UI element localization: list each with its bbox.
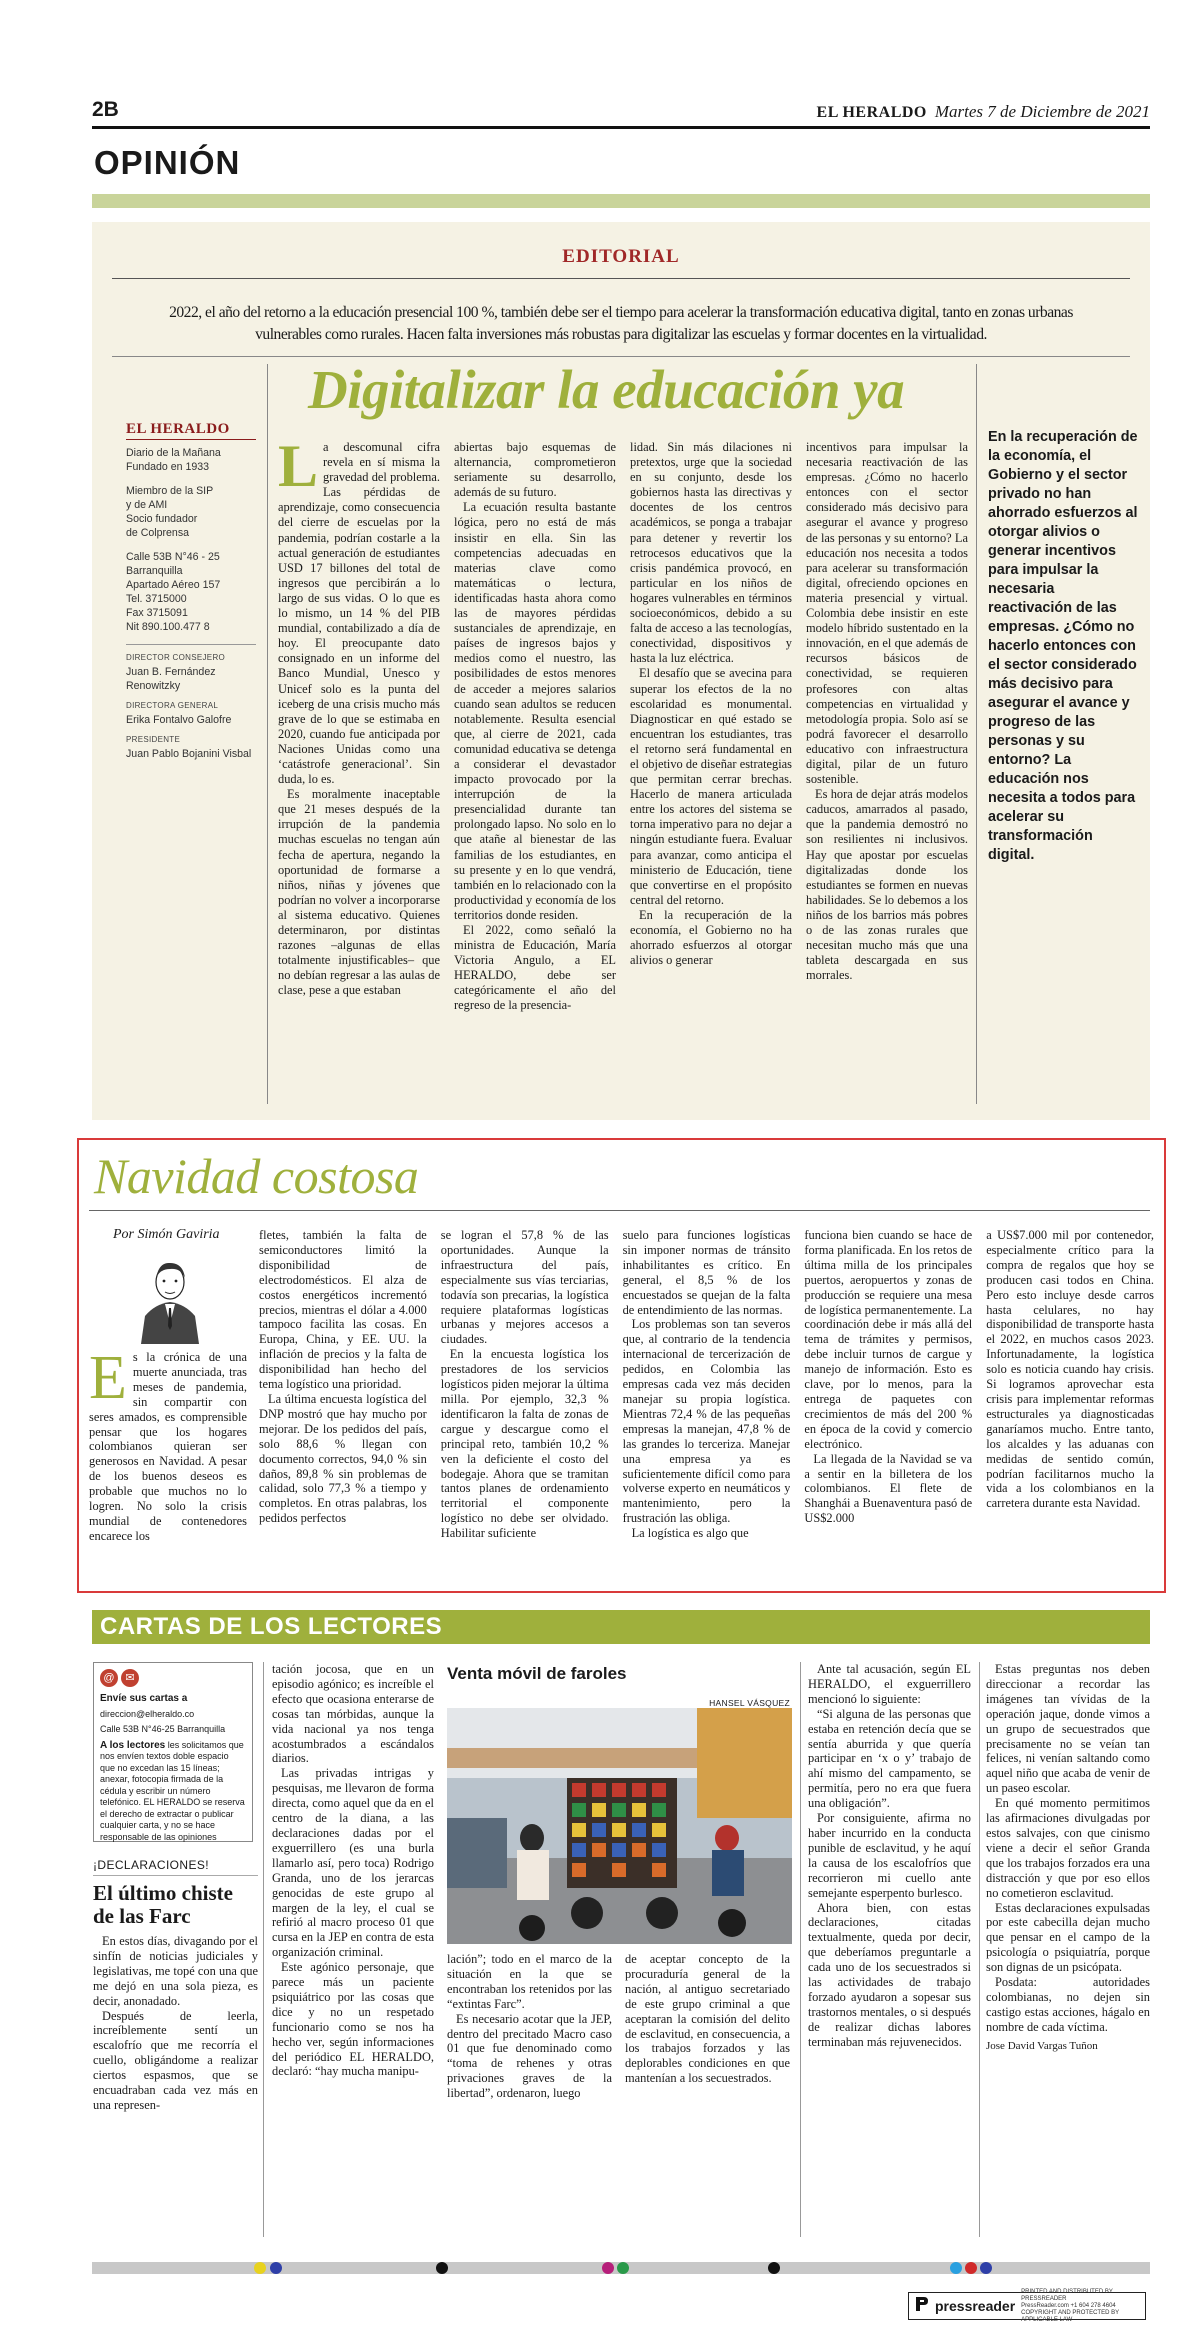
paragraph: La llegada de la Navidad se va a sentir en la billetera de los colombianos. El flete de Shanghái a Buenaventura pasó de US$2.000 — [804, 1451, 973, 1526]
editorial-block — [92, 222, 1150, 1120]
paragraph: Estas preguntas nos deben direccionar a recordar las imágenes tan vívidas de la operación jaque, donde vimos a un grupo de secuestrados que precisamente no se veían tan felices, ni venían saltando como aquel niño que acaba de venir de un paseo escolar. — [986, 1662, 1150, 1796]
divider — [89, 1210, 1150, 1211]
submission-rules: les solicitamos que nos envíen textos doble espacio que no excedan las 15 líneas; anexar, fotocopia firmada de la cédula y escribir un número telefónico. EL HERALDO se reserva el derecho de extractar o publicar cualquier carta, y no se hace responsable de las opiniones — [100, 1739, 245, 1842]
sidebar-text: y de AMI — [126, 499, 168, 511]
editorial-deck: 2022, el año del retorno a la educación presencial 100 %, también debe ser el tiempo para acelerar la transformación educativa digital, tanto en zonas urbanas vulnerables como rurales. Hacen falta inversiones más robustas para digitalizar las escuelas y formar docentes en la virtualidad. — [169, 304, 1073, 343]
column-divider — [976, 364, 977, 1104]
column-divider — [263, 1662, 264, 2237]
at-icon: @ — [100, 1669, 118, 1687]
paragraph: Posdata: autoridades colombianas, no dejen sin castigo estas acciones, hágalo en nombre de cada víctima. — [986, 1975, 1150, 2034]
address-line: Barranquilla — [126, 565, 183, 577]
staff-name: Juan Pablo Bojanini Visbal — [126, 748, 252, 760]
section-title: OPINIÓN — [94, 144, 241, 181]
text-column — [447, 1952, 612, 2242]
registration-mark-icon — [965, 2262, 977, 2274]
paragraph: “Si alguna de las personas que estaba en retención decía que se sentía aburrida y que quería participar en ‘x o y’ trabajo de ahí mismo del campamento, se permitía, pero no era que fuera una obligación”. — [808, 1706, 971, 1811]
staff-role: PRESIDENTE — [126, 735, 181, 744]
sidebar-text: Miembro de la SIP — [126, 485, 214, 497]
paragraph: tación jocosa, que en un episodio agónico; es increíble el efecto que ocasiona enterarse de cosas tan mórbidas, aunque la vida nacional ya nos tenga acostumbrados a escándalos diarios. — [272, 1662, 434, 1766]
divider — [126, 644, 256, 645]
paragraph: a US$7.000 mil por contenedor, especialmente crítico para la compra de regalos que hoy se producen casi todos en China. Pero esto incluye desde carros hasta celulares, no hay disponibilidad de transporte hasta el 2022, en muchos casos 2023. Infortunadamente, la logística solo es noticia cuando hay crisis. Si logramos aprovechar esta crisis para implementar reformas estructurales ya diagnosticadas ganaríamos mucho. Entre tanto, los alcaldes y las aduanas con medidas de sentido común, podrían facilitarnos mucho la vida a los colombianos en la carretera durante esta Navidad. — [986, 1228, 1154, 1511]
page-number: 2B — [92, 98, 119, 121]
letter-headline: El último chiste de las Farc — [93, 1881, 233, 1928]
sidebar-text: Fundado en 1933 — [126, 461, 210, 473]
text-column — [625, 1952, 790, 2242]
registration-mark-icon — [270, 2262, 282, 2274]
page-header — [92, 96, 1150, 122]
text-column — [259, 1228, 427, 1580]
paragraph: suelo para funciones logísticas sin imponer normas de tránsito inhabilitantes es crítico. En general, el 8,5 % de los encuestados se quejan de la falta de entendimiento de las normas. — [622, 1228, 791, 1317]
paragraph: Por consiguiente, afirma no haber incurrido en la conducta punible de esclavitud, y he aquí la causa de los escalofríos que recorrieron mi cuello ante semejante esperpento burlesco. — [808, 1811, 971, 1900]
text-column — [89, 1344, 247, 1544]
paragraph: En la encuesta logística los prestadores de los servicios logísticos piden mejorar la última milla. Por ejemplo, 32,3 % identificaron la falta de zonas de cargue y descargue como el principal reto, también 10,2 % ven la deficiente el costo del bodegaje. Ahora que se tramitan tantos planes de ordenamiento territorial el componente logístico no debe ser olvidado. Habilitar suficiente — [440, 1347, 609, 1541]
nit-line: Nit 890.100.477 8 — [126, 621, 210, 633]
paragraph: a descomunal cifra revela en sí misma la gravedad del problema. Las pérdidas de aprendizaje, como consecuencia del cierre de escuelas por la pandemia, podrían costarle a la actual generación de estudiantes USD 17 billones del total de ingresos que percibirán a lo largo de sus vidas. O lo que es lo mismo, un 14 % del PIB mundial, contabilizado a día de hoy. El preocupante dato consignado en un informe del Banco Mundial, Unesco y Unicef solo es la punta del iceberg de una crisis mucho más grave de lo que se estimaba en 2020, cuando fue anticipada por Naciones Unidas como una ‘catástrofe generacional’. Sin duda, lo es. — [278, 440, 440, 787]
fineprint-line: COPYRIGHT AND PROTECTED BY APPLICABLE LAW — [1021, 2309, 1119, 2323]
staff-role: DIRECTOR CONSEJERO — [126, 653, 226, 662]
text-column — [623, 1228, 791, 1580]
paragraph: La ecuación resulta bastante lógica, pero no está de más insistir en ella. Sin las competencias adecuadas en materias clave como matemáticas o lectura, identificadas hasta ahora como las de mayores pérdidas sustanciales de aprendizaje, en países de ingresos bajos y medios como el nuestro, las posibilidades de estos menores de acceder a mejores salarios cuando sean adultos se reducen notablemente. Resulta esencial que, al cierre de 2021, cada comunidad educativa se detenga a considerar el devastador impacto provocado por la interrupción de la presencialidad durante tan prolongado lapso. No solo en lo que atañe al bienestar de las familias de los estudiantes, en su presente y en lo que vendrá, también en lo relacionado con la productividad y economía de los territorios donde residen. — [454, 500, 616, 922]
text-column — [272, 1662, 434, 2242]
text-column — [806, 440, 968, 1100]
paragraph: abiertas bajo esquemas de alternancia, comprometieron seriamente su desarrollo, además de su futuro. — [454, 440, 616, 500]
paragraph: Después de leerla, increíblemente sentí un escalofrío que me recorría el cuello, obligándome a realizar ciertos espasmos, que se encuadraban cada vez más en una represen- — [93, 2008, 258, 2112]
staff-name: Juan B. Fernández Renowitzky — [126, 666, 216, 692]
paragraph: funciona bien cuando se hace de forma planificada. En los retos de última milla de los principales puertos, aeropuertos y zonas de producción se requiere una mesa de logística permanentemente. La coordinación debe ir más allá del tema de trámites y permisos, debe incluir turnos de cargue y manejo de información. Esto es clave, por lo menos, para la entrega de paquetes con crecimientos de más del 200 % en época de la covid y comercio electrónico. — [804, 1228, 973, 1451]
submission-address: Calle 53B N°46-25 Barranquilla — [100, 1724, 226, 1734]
paragraph: En estos días, divagando por el sinfín de noticias judiciales y legislativas, me topé con una que me dejó en una sola pieza, es decir, anonadado. — [93, 1934, 258, 2008]
text-column — [986, 1662, 1150, 2242]
paragraph: Ante tal acusación, según EL HERALDO, el exguerrillero mencionó lo siguiente: — [808, 1662, 971, 1706]
registration-mark-icon — [768, 2262, 780, 2274]
paragraph: incentivos para impulsar la necesaria reactivación de las empresas. ¿Cómo no hacerlo entonces con el sector considerado más decisivo para asegurar el avance y progreso de las personas y su entorno? La educación nos necesita a todos para acelerar su transformación digital, ofreciendo opciones en materia presencial y virtual. Colombia debe insistir en este modelo híbrido sustentado en la innovación, en el que además de recursos básicos de conectividad, se requieren profesores con altas competencias en virtualidad y metodología propia. Solo así se podrá favorecer el desarrollo educativo con infraestructura digital, pilar de un futuro sostenible. — [806, 440, 968, 787]
paragraph: Ahora bien, con estas declaraciones, citadas textualmente, queda por decir, que deberíamos preguntarle a cada uno de los secuestrados si las actividades de trabajo forzado ayudaron a sopesar sus trastornos mentales, o si después de realizar dichas labores terminaban más rejuvenecidos. — [808, 1900, 971, 2049]
registration-mark-icon — [254, 2262, 266, 2274]
pressreader-wordmark: pressreader — [935, 2298, 1016, 2314]
staff-name: Erika Fontalvo Galofre — [126, 714, 232, 726]
text-column — [804, 1228, 972, 1580]
opinion-column-highlight — [77, 1138, 1166, 1593]
byline: Por Simón Gaviria — [113, 1227, 220, 1242]
drop-cap: L — [278, 440, 319, 499]
paragraph: El 2022, como señaló la ministra de Educación, María Victoria Angulo, a EL HERALDO, debe ser categóricamente el año del regreso de la presencia- — [454, 923, 616, 1013]
column-headline: Navidad costosa — [94, 1148, 419, 1204]
letter-declaraciones — [93, 1858, 258, 2113]
mail-icon: ✉ — [121, 1669, 139, 1687]
registration-mark-icon — [950, 2262, 962, 2274]
paper-name: EL HERALDO — [816, 104, 927, 121]
sidebar-text: Socio fundador — [126, 513, 198, 525]
paragraph: Los problemas son tan severos que, al contrario de la tendencia internacional de tercerización de pedidos, en Colombia las empresas cada vez más deciden manejar su propia logística. Mientras 72,4 % de las pequeñas empresas la manejan, 47,8 % de las grandes lo terceriza. Manejar una empresa ya es suficientemente difícil como para volverse experto en neumáticos y mantenimiento, pero la frustración las obliga. — [622, 1317, 791, 1526]
paragraph: lidad. Sin más dilaciones ni pretextos, urge que la sociedad en su conjunto, desde los gobiernos hasta las directivas y docentes de los centros académicos, se ponga a trabajar para detener y revertir los retrocesos educativos que la crisis pandémica provocó, en particular en los niños de hogares vulnerables en términos socioeconómicos, debido a su falta de acceso a las tecnologías, conectividad, dispositivos y hasta la luz eléctrica. — [630, 440, 792, 666]
registration-mark-icon — [617, 2262, 629, 2274]
sidebar-text: de Colprensa — [126, 527, 190, 539]
paragraph: Este agónico personaje, que parece más un paciente psiquiátrico por las cosas que dice y no un respetado funcionario como se nos ha hecho ver, según informaciones del periódico EL HERALDO, declaró: “hay mucha manipu- — [272, 1960, 434, 2079]
address-line: Calle 53B N°46 - 25 — [126, 551, 220, 563]
text-column — [986, 1228, 1154, 1580]
paragraph: Estas declaraciones expulsadas por este cabecilla dejan mucho que pensar en el campo de la psicología o psiquiatría, porque son dignas de un psicópata. — [986, 1900, 1150, 1975]
column-divider — [267, 364, 268, 1104]
pull-quote: En la recuperación de la economía, el Gobierno y el sector privado no han ahorrado esfuerzos al otorgar alivios o generar incentivos para impulsar la necesaria reactivación de las empresas. ¿Cómo no hacerlo entonces con el sector considerado más decisivo para asegurar el avance y progreso de las personas y su entorno? La educación nos necesita a todos para acelerar su transformación digital. — [988, 429, 1138, 863]
paragraph: Es moralmente inaceptable que 21 meses después de la irrupción de la pandemia muchas escuelas no tengan aún fecha de apertura, negando la oportunidad de formarse a niños, niñas y jóvenes que podrían no volver a incorporarse al sistema educativo. Quienes determinaron, por distintas razones –algunas de ellas totalmente injustificables– que no debían regresar a las aulas de clase, pese a que estaban — [278, 787, 440, 998]
registration-mark-icon — [602, 2262, 614, 2274]
paragraph: s la crónica de una muerte anunciada, tras meses de pandemia, sin compartir con seres amados, es comprensible pensar que los hogares colombianos quieran ser generosos en Navidad. A pesar de los buenos deseos es probable que muchos no lo logren. No solo la crisis mundial de contenedores encarece los — [89, 1350, 247, 1543]
letter-signature: Jose David Vargas Tuñon — [986, 2039, 1098, 2052]
registration-mark-icon — [980, 2262, 992, 2274]
submission-title: Envíe sus cartas a — [100, 1693, 188, 1704]
registration-mark-icon — [436, 2262, 448, 2274]
header-rule — [92, 126, 1150, 129]
paragraph: La última encuesta logística del DNP mostró que hay mucho por mejorar. De los pedidos del país, solo 88,6 % llegan con documento correctos, 94,0 % sin daños, 89,8 % sin problemas de calidad, solo 77,3 % a tiempo y completos. En otras palabras, los pedidos perfectos — [259, 1391, 427, 1526]
paragraph: se logran el 57,8 % de las oportunidades. Aunque la infraestructura del país, especialmente sus vías terciarias, todavía son precarias, la logística requiere plataformas logísticas urbanas y mejores accesos a ciudades. — [440, 1228, 609, 1347]
column-divider — [979, 1662, 980, 2237]
photo-story-headline: Venta móvil de faroles — [447, 1664, 627, 1683]
paragraph: Es necesario acotar que la JEP, dentro del precitado Macro caso 01 que fue denominado como “toma de rehenes y otras privaciones graves de la libertad”, ordenaron, luego — [447, 2011, 612, 2101]
pressreader-icon — [915, 2296, 929, 2317]
paragraph: En qué momento permitimos las afirmaciones divulgadas por estos salvajes, con que cinismo viene a decir el señor Granda que los trabajos forzados era una distracción y que por eso ellos no cometieron esclavitud. — [986, 1796, 1150, 1900]
street-vendor-photo — [447, 1708, 792, 1944]
paragraph: de aceptar concepto de la procuraduría general de la nación, al antiguo secretariado de este grupo criminal a que aceptaran la comisión del delito de esclavitud, en consecuencia, a los trabajos forzados y las deplorables condiciones en que mantenían a los secuestrados. — [625, 1952, 790, 2086]
masthead-sidebar — [126, 422, 256, 761]
text-column — [441, 1228, 609, 1580]
section-accent-bar — [92, 194, 1150, 208]
fineprint-line: PressReader.com +1 604 278 4604 — [1021, 2302, 1116, 2309]
brand-logo: EL HERALDO — [126, 422, 256, 440]
paragraph: fletes, también la falta de semiconductores limitó la disponibilidad de electrodomésticos. El alza de costos energéticos incrementó precios, mientras el dólar a 4.000 tampoco facilita las cosas. En Europa, China, y EE. UU. la inflación de precios y la falta de disponibilidad han hecho del tema logístico una prioridad. — [259, 1228, 427, 1392]
divider — [112, 278, 1130, 279]
letters-section-bar — [92, 1610, 1150, 1644]
editorial-label: EDITORIAL — [562, 246, 680, 267]
phone-line: Tel. 3715000 — [126, 593, 187, 605]
paragraph: Es hora de dejar atrás modelos caducos, amarrados al pasado, que la pandemia demostró no son resilientes ni inclusivos. Hay que apostar por escuelas digitalizadas donde los estudiantes se formen en nuevas habilidades. Se lo debemos a los niños de los barrios más pobres o de las zonas rurales que necesitan mucho más que una tableta descargada en sus morrales. — [806, 787, 968, 983]
rules-lead: A los lectores — [100, 1739, 166, 1751]
paragraph: La logística es algo que — [631, 1526, 749, 1541]
sidebar-text: Diario de la Mañana — [126, 447, 221, 459]
text-column — [278, 440, 440, 1100]
paragraph: El desafío que se avecina para superar los efectos de la no escolaridad es monumental. Diagnosticar en qué estado se encuentran los estudiantes, tras el retorno será fundamental en el objetivo de diseñar estrategias que permitan cerrar brechas. Hacerlo de manera articulada entre los actores del sistema se torna imperativo para no dejar a ningún estudiante fuera. Evaluar para avanzar, como anticipa el ministerio de Educación, tiene que convertirse en el propósito central del retorno. — [630, 666, 792, 907]
pressreader-fineprint — [1021, 2289, 1139, 2324]
text-column — [808, 1662, 971, 2242]
letters-section-title: CARTAS DE LOS LECTORES — [100, 1613, 443, 1640]
column-divider — [800, 1662, 801, 2237]
paragraph: En la recuperación de la economía, el Gobierno no ha ahorrado esfuerzos al otorgar alivios o generar — [630, 907, 792, 968]
editorial-headline: Digitalizar la educación ya — [308, 359, 905, 420]
editorial-body — [278, 440, 968, 1100]
fineprint-line: PRINTED AND DISTRIBUTED BY PRESSREADER — [1021, 2288, 1113, 2302]
fax-line: Fax 3715091 — [126, 607, 188, 619]
text-column — [630, 440, 792, 1100]
pressreader-badge[interactable] — [908, 2288, 1146, 2323]
text-column — [454, 440, 616, 1100]
divider — [112, 356, 1130, 357]
submission-email: direccion@elheraldo.co — [100, 1708, 195, 1719]
column-body — [259, 1228, 1154, 1580]
issue-date: Martes 7 de Diciembre de 2021 — [934, 102, 1150, 121]
letter-kicker: ¡DECLARACIONES! — [93, 1858, 258, 1876]
submission-info-box — [93, 1662, 253, 1842]
paragraph: lación”; todo en el marco de la situación en la que se encontraban los retenidos por las “extintas Farc”. — [447, 1952, 612, 2011]
masthead-date — [817, 102, 1150, 122]
photo-credit: HANSEL VÁSQUEZ — [709, 1698, 790, 1708]
address-line: Apartado Aéreo 157 — [126, 579, 221, 591]
paragraph: Las privadas intrigas y pesquisas, me llevaron de forma directa, como aquel que da en el centro de la diana, a las declaraciones dadas por el exguerrillero (es una burla llamarlo así, pero toca) Rodrigo Granda, uno de los jerarcas genocidas de este grupo al margen de la ley, el cual se refirió al macro proceso 01 que cursa en la JEP en contra de esta organización criminal. — [272, 1766, 434, 1960]
staff-role: DIRECTORA GENERAL — [126, 701, 219, 710]
drop-cap: E — [89, 1344, 127, 1412]
author-portrait — [135, 1252, 205, 1344]
